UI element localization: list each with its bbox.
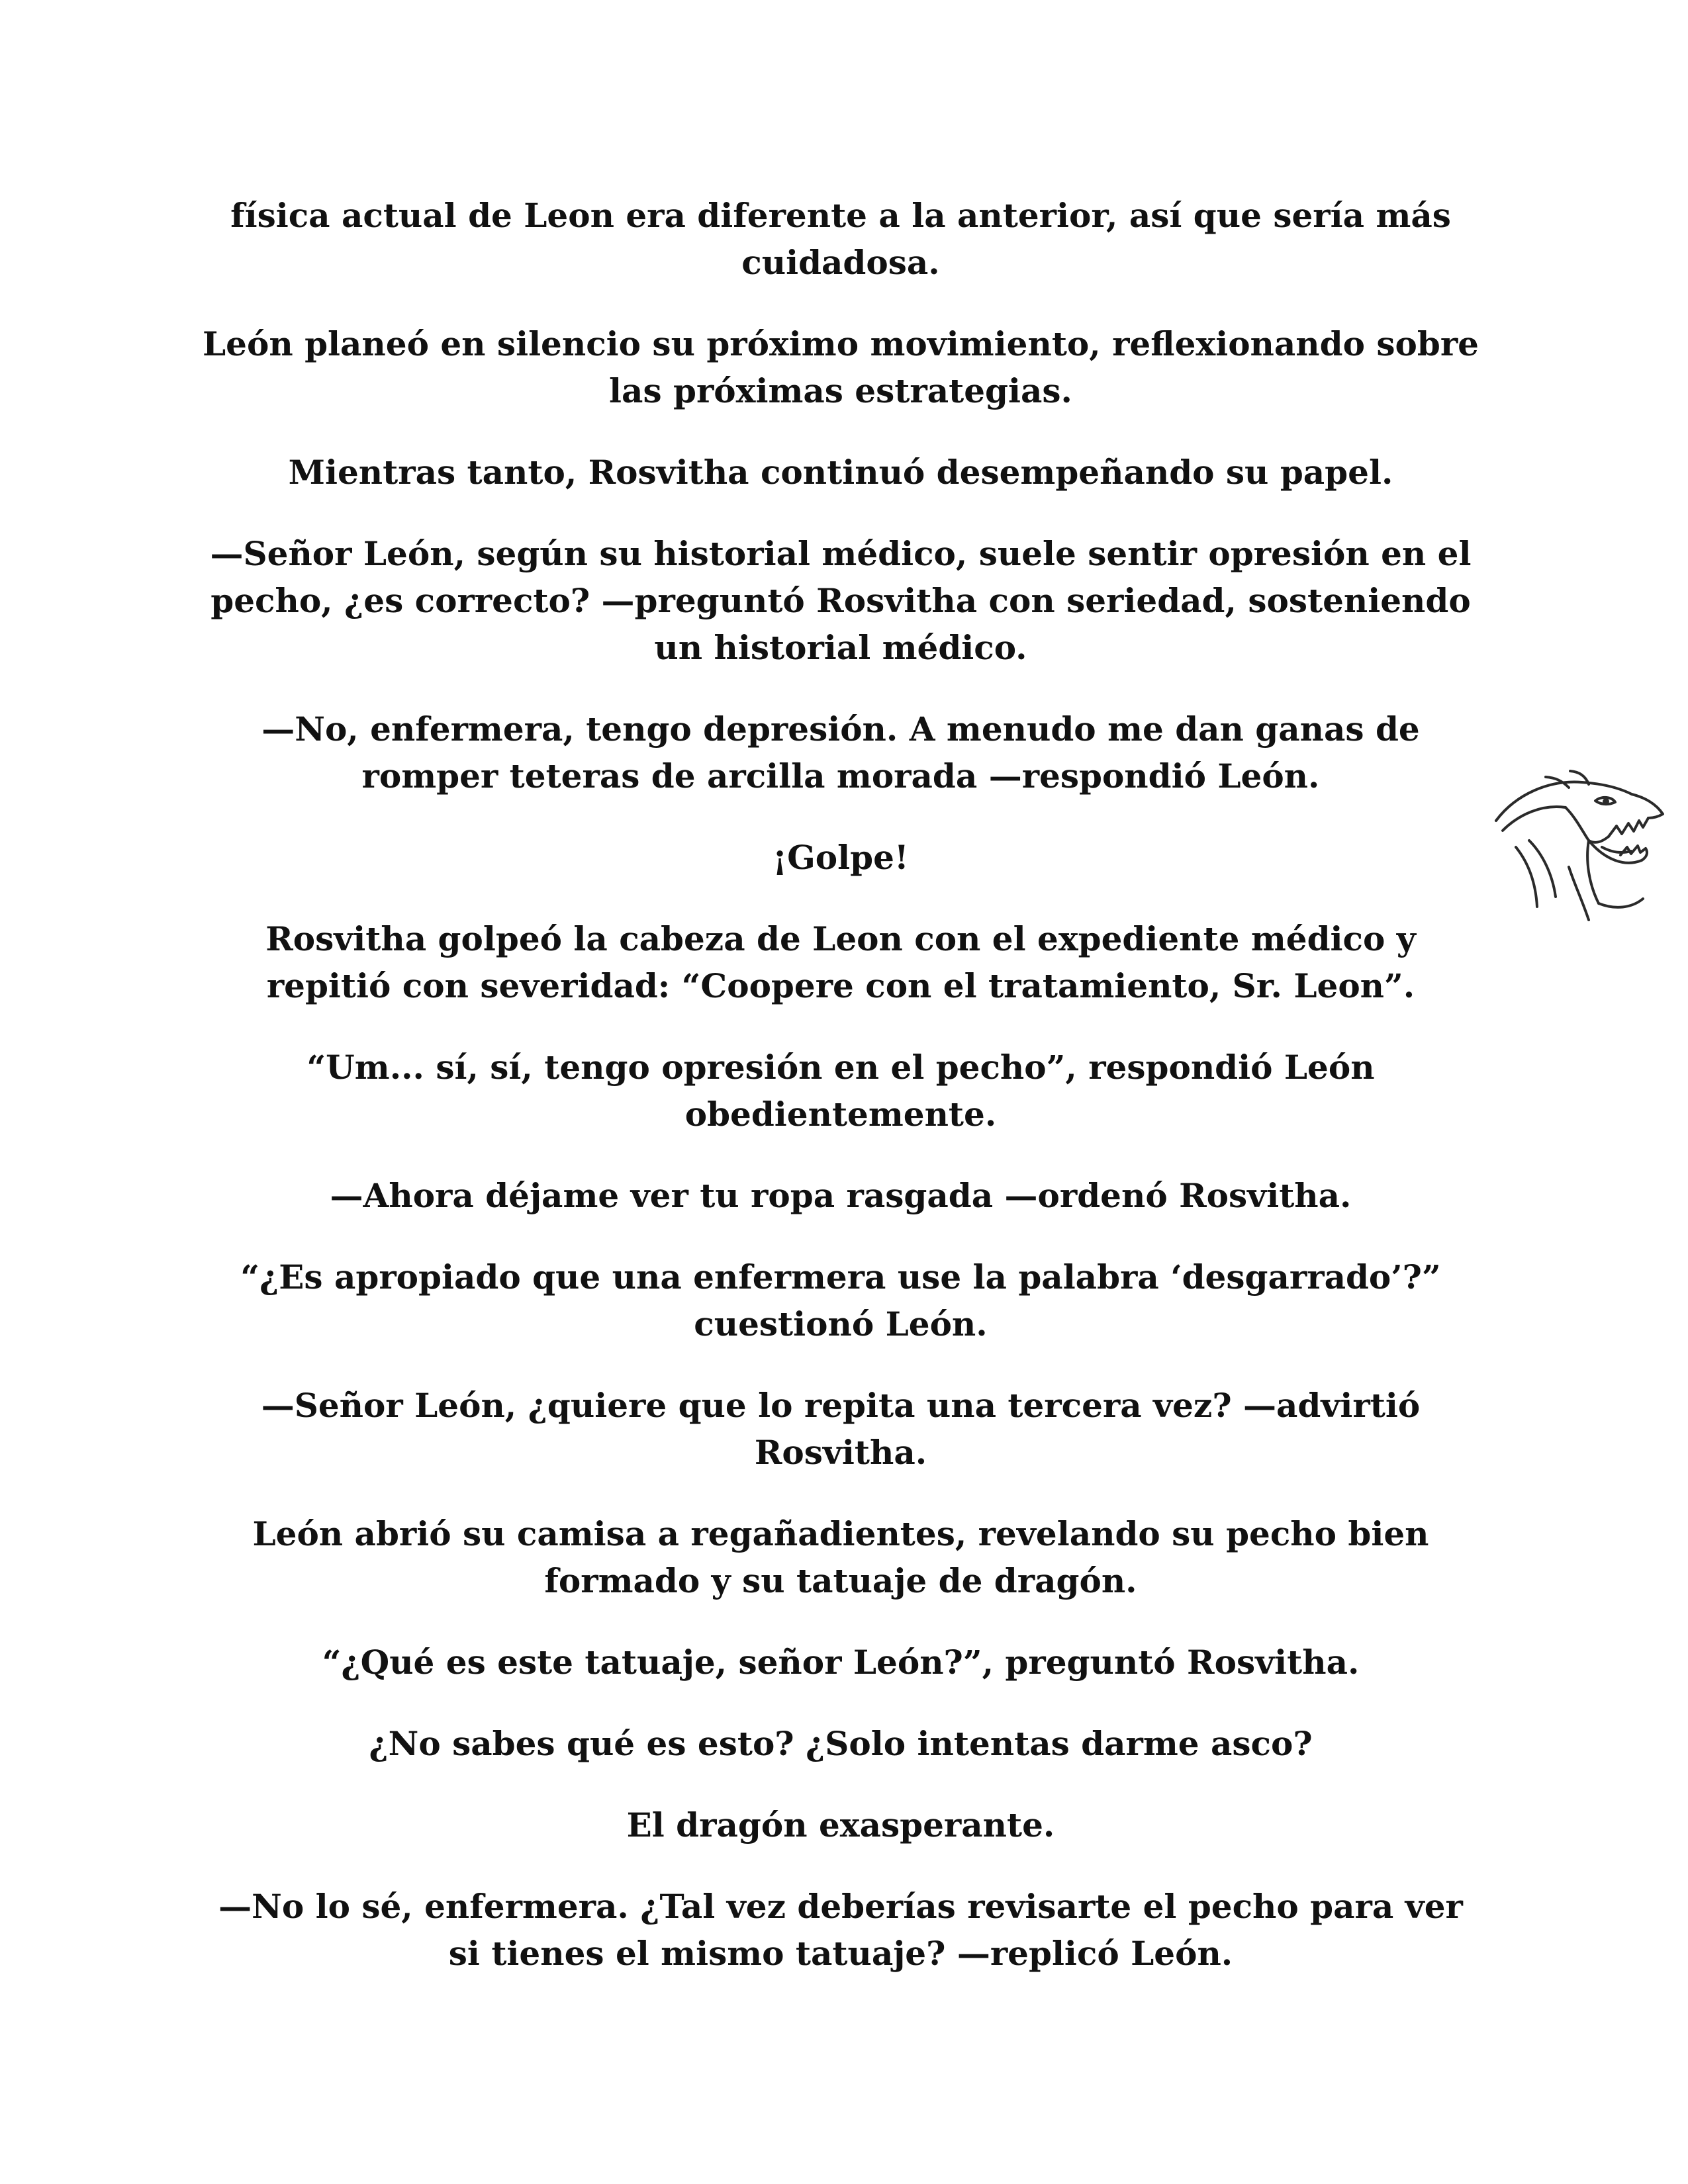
paragraph: ¡Golpe! bbox=[773, 838, 909, 877]
document-body bbox=[199, 192, 1483, 2011]
paragraph: —Señor León, según su historial médico, suele sentir opresión en el pecho, ¿es correcto? —preguntó Rosvitha con seriedad, sosteniendo un historial médico. bbox=[210, 534, 1472, 667]
paragraph: —Señor León, ¿quiere que lo repita una tercera vez? —advirtió Rosvitha. bbox=[261, 1386, 1421, 1472]
paragraph: física actual de Leon era diferente a la anterior, así que sería más cuidadosa. bbox=[230, 196, 1451, 282]
paragraph: —Ahora déjame ver tu ropa rasgada —ordenó Rosvitha. bbox=[330, 1176, 1352, 1215]
paragraph: León planeó en silencio su próximo movimiento, reflexionando sobre las próximas estrategias. bbox=[203, 324, 1479, 410]
paragraph: “¿Es apropiado que una enfermera use la palabra ‘desgarrado’?” cuestionó León. bbox=[240, 1257, 1441, 1343]
paragraph: León abrió su camisa a regañadientes, revelando su pecho bien formado y su tatuaje de dragón. bbox=[252, 1514, 1429, 1600]
paragraph: Rosvitha golpeó la cabeza de Leon con el expediente médico y repitió con severidad: “Coopere con el tratamiento, Sr. Leon”. bbox=[265, 919, 1416, 1005]
paragraph: “Um... sí, sí, tengo opresión en el pecho”, respondió León obedientemente. bbox=[306, 1048, 1375, 1134]
dragon-head-sketch-icon bbox=[1489, 768, 1668, 933]
paragraph: El dragón exasperante. bbox=[626, 1805, 1055, 1844]
paragraph: “¿Qué es este tatuaje, señor León?”, preguntó Rosvitha. bbox=[322, 1643, 1360, 1682]
paragraph: ¿No sabes qué es esto? ¿Solo intentas darme asco? bbox=[369, 1724, 1313, 1763]
paragraph: Mientras tanto, Rosvitha continuó desempeñando su papel. bbox=[288, 453, 1393, 492]
paragraph: —No, enfermera, tengo depresión. A menudo me dan ganas de romper teteras de arcilla morada —respondió León. bbox=[261, 709, 1420, 796]
paragraph: —No lo sé, enfermera. ¿Tal vez deberías revisarte el pecho para ver si tienes el mismo tatuaje? —replicó León. bbox=[218, 1887, 1463, 1973]
